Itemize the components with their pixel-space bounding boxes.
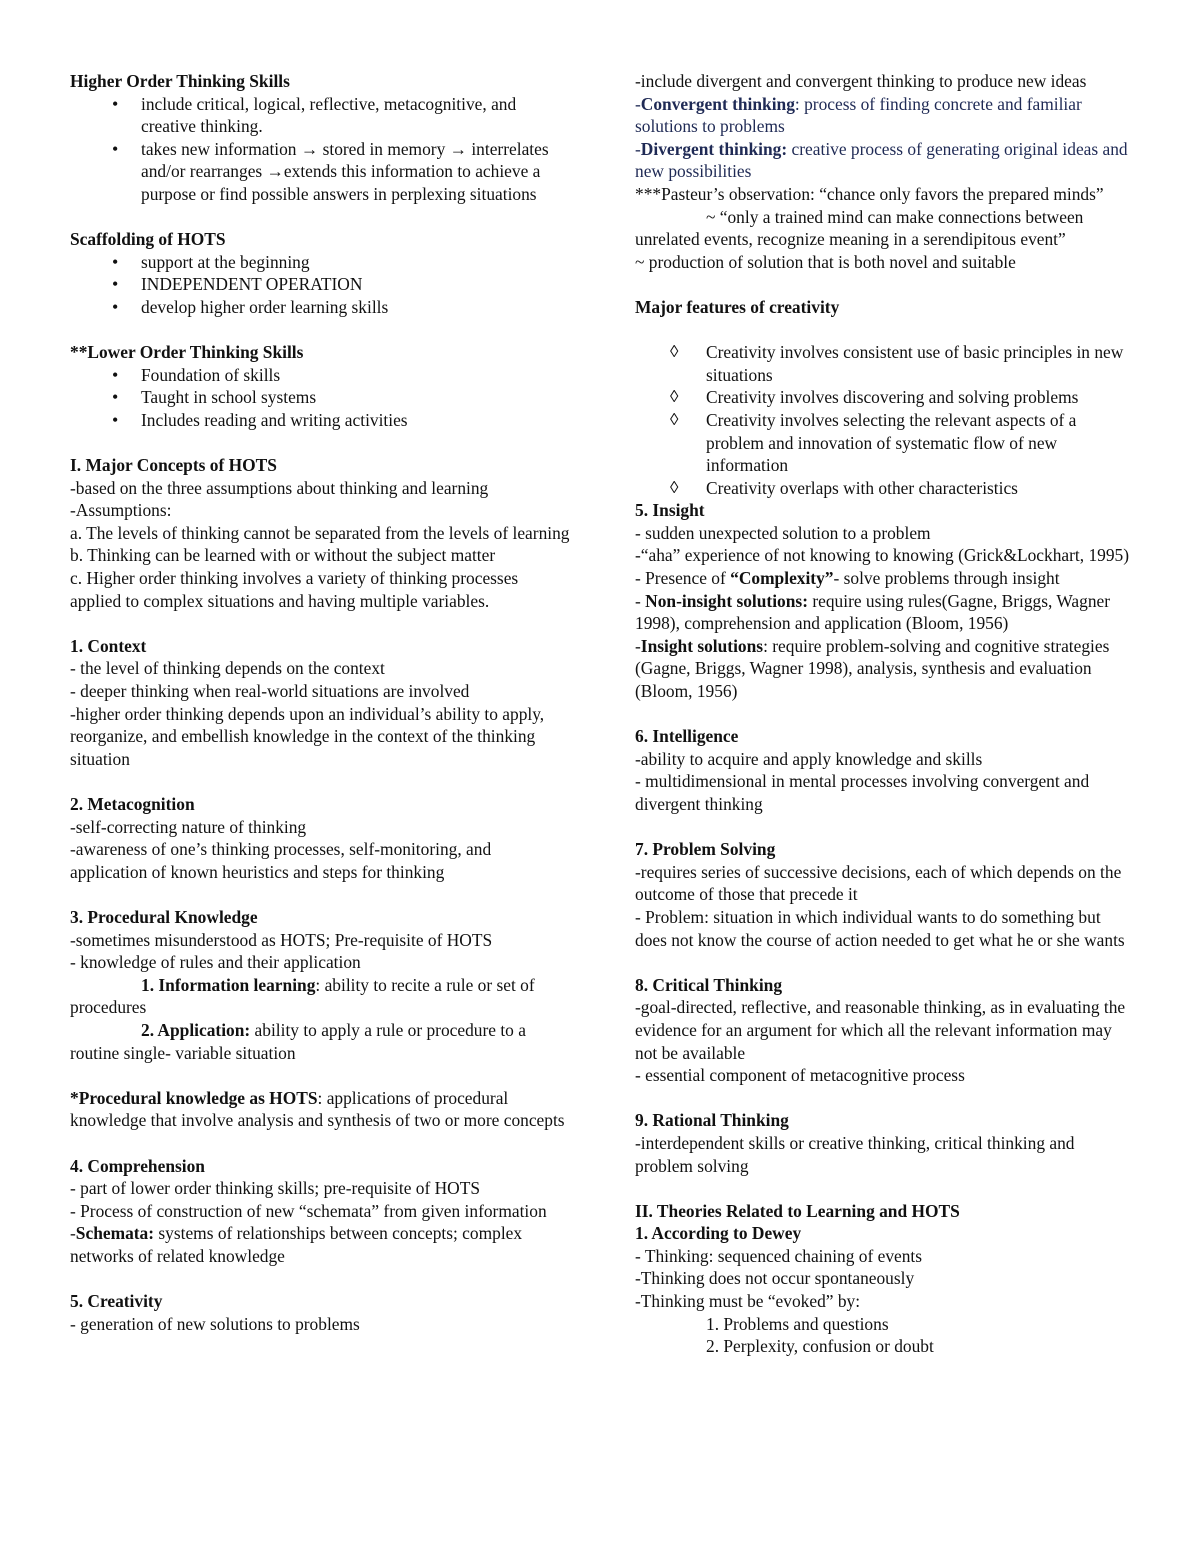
- paragraph: -ability to acquire and apply knowledge and skills: [635, 748, 983, 769]
- lots-bullet-list: [70, 364, 570, 432]
- procedural-knowledge-heading: 3. Procedural Knowledge: [70, 906, 258, 927]
- intelligence-heading: 6. Intelligence: [635, 726, 739, 747]
- paragraph: -Assumptions:: [70, 500, 172, 521]
- major-concepts-heading: I. Major Concepts of HOTS: [70, 455, 277, 476]
- paragraph: - knowledge of rules and their application: [70, 952, 361, 973]
- list-item: • takes new information → stored in memory → interrelates and/or rearranges →extends this information to achieve a purpose or find possible answers in perplexing situations: [70, 138, 570, 206]
- paragraph: -include divergent and convergent thinking to produce new ideas: [635, 71, 1087, 91]
- paragraph: -interdependent skills or creative thinking, critical thinking and problem solving: [635, 1132, 1075, 1176]
- theories-heading: II. Theories Related to Learning and HOTS: [635, 1200, 960, 1221]
- list-item: • include critical, logical, reflective, metacognitive, and creative thinking.: [70, 93, 570, 138]
- problem-solving-heading: 7. Problem Solving: [635, 839, 776, 860]
- paragraph: 2. Application: ability to apply a rule or procedure to a routine single- variable situation: [70, 1019, 526, 1063]
- paragraph: b. Thinking can be learned with or without the subject matter: [70, 545, 496, 566]
- paragraph: -Schemata: systems of relationships between concepts; complex networks of related knowledge: [70, 1223, 523, 1266]
- paragraph: 1. Problems and questions: [706, 1313, 889, 1334]
- rational-thinking-heading: 9. Rational Thinking: [635, 1110, 789, 1131]
- paragraph: -Divergent thinking: creative process of generating original ideas and new possibilities: [635, 138, 1128, 182]
- dewey-heading: 1. According to Dewey: [635, 1223, 802, 1244]
- list-item: ◊ Creativity overlaps with other characteristics: [635, 477, 1135, 500]
- paragraph: - multidimensional in mental processes involving convergent and divergent thinking: [635, 771, 1090, 814]
- paragraph: -higher order thinking depends upon an individual’s ability to apply, reorganize, and embellish knowledge in the context of the thinking situation: [70, 703, 545, 769]
- paragraph: 1. Information learning: ability to recite a rule or set of procedures: [70, 974, 535, 1018]
- scaffold-heading: Scaffolding of HOTS: [70, 229, 226, 250]
- paragraph: - Thinking: sequenced chaining of events: [635, 1245, 923, 1266]
- paragraph: ~ production of solution that is both novel and suitable: [635, 251, 1016, 272]
- paragraph: -goal-directed, reflective, and reasonable thinking, as in evaluating the evidence for an argument for which all the relevant information may not be available: [635, 997, 1126, 1063]
- paragraph: ~ “only a trained mind can make connections between unrelated events, recognize meaning in a serendipitous event”: [635, 206, 1084, 250]
- lots-heading: **Lower Order Thinking Skills: [70, 342, 304, 363]
- paragraph: - Process of construction of new “schemata” from given information: [70, 1200, 547, 1221]
- paragraph: -“aha” experience of not knowing to knowing (Grick&Lockhart, 1995): [635, 545, 1130, 566]
- list-item: • Foundation of skills: [70, 364, 570, 387]
- list-item: • support at the beginning: [70, 251, 570, 274]
- list-item: • Includes reading and writing activities: [70, 409, 570, 432]
- paragraph: a. The levels of thinking cannot be separated from the levels of learning: [70, 522, 570, 543]
- paragraph: - sudden unexpected solution to a problem: [635, 522, 931, 543]
- paragraph: - part of lower order thinking skills; pre-requisite of HOTS: [70, 1178, 481, 1199]
- features-heading: Major features of creativity: [635, 296, 840, 317]
- paragraph: *Procedural knowledge as HOTS: applications of procedural knowledge that involve analysis and synthesis of two or more concepts: [70, 1087, 565, 1131]
- paragraph: -sometimes misunderstood as HOTS; Pre-requisite of HOTS: [70, 929, 493, 950]
- metacognition-heading: 2. Metacognition: [70, 794, 195, 814]
- context-heading: 1. Context: [70, 635, 147, 656]
- scaffold-bullet-list: [70, 251, 570, 319]
- list-item: • develop higher order learning skills: [70, 296, 570, 319]
- paragraph: -Convergent thinking: process of finding concrete and familiar solutions to problems: [635, 93, 1082, 137]
- list-item: ◊ Creativity involves selecting the relevant aspects of a problem and innovation of systematic flow of new information: [635, 409, 1135, 477]
- left-column: [70, 70, 570, 1335]
- paragraph: -self-correcting nature of thinking: [70, 816, 307, 837]
- paragraph: - Problem: situation in which individual wants to do something but does not know the course of action needed to get what he or she wants: [635, 906, 1125, 950]
- paragraph: -awareness of one’s thinking processes, self-monitoring, and application of known heuristics and steps for thinking: [70, 839, 492, 882]
- paragraph: c. Higher order thinking involves a variety of thinking processes applied to complex situations and having multiple variables.: [70, 568, 519, 611]
- list-item: ◊ Creativity involves discovering and solving problems: [635, 386, 1135, 409]
- paragraph: -Insight solutions: require problem-solving and cognitive strategies (Gagne, Briggs, Wagner 1998), analysis, synthesis and evaluation (Bloom, 1956): [635, 635, 1110, 702]
- paragraph: 2. Perplexity, confusion or doubt: [706, 1336, 934, 1357]
- paragraph: ***Pasteur’s observation: “chance only favors the prepared minds”: [635, 183, 1104, 204]
- paragraph: -requires series of successive decisions, each of which depends on the outcome of those that precede it: [635, 861, 1122, 905]
- paragraph: - essential component of metacognitive process: [635, 1065, 965, 1086]
- comprehension-heading: 4. Comprehension: [70, 1155, 205, 1176]
- right-column: [635, 70, 1135, 1358]
- paragraph: -Thinking must be “evoked” by:: [635, 1291, 861, 1312]
- paragraph: - the level of thinking depends on the context: [70, 658, 385, 679]
- paragraph: -Thinking does not occur spontaneously: [635, 1268, 915, 1289]
- critical-thinking-heading: 8. Critical Thinking: [635, 974, 783, 995]
- hots-heading: Higher Order Thinking Skills: [70, 71, 290, 91]
- list-item: • INDEPENDENT OPERATION: [70, 273, 570, 296]
- paragraph: - deeper thinking when real-world situations are involved: [70, 681, 470, 702]
- paragraph: - Non-insight solutions: require using rules(Gagne, Briggs, Wagner 1998), comprehension and application (Bloom, 1956): [635, 590, 1111, 634]
- paragraph: - generation of new solutions to problems: [70, 1313, 360, 1334]
- creativity-heading: 5. Creativity: [70, 1291, 163, 1312]
- paragraph: - Presence of “Complexity”- solve problems through insight: [635, 568, 1060, 589]
- hots-bullet-list: [70, 93, 570, 206]
- features-list: [635, 341, 1135, 499]
- insight-heading: 5. Insight: [635, 500, 705, 521]
- list-item: ◊ Creativity involves consistent use of basic principles in new situations: [635, 341, 1135, 386]
- paragraph: -based on the three assumptions about thinking and learning: [70, 477, 489, 498]
- list-item: • Taught in school systems: [70, 386, 570, 409]
